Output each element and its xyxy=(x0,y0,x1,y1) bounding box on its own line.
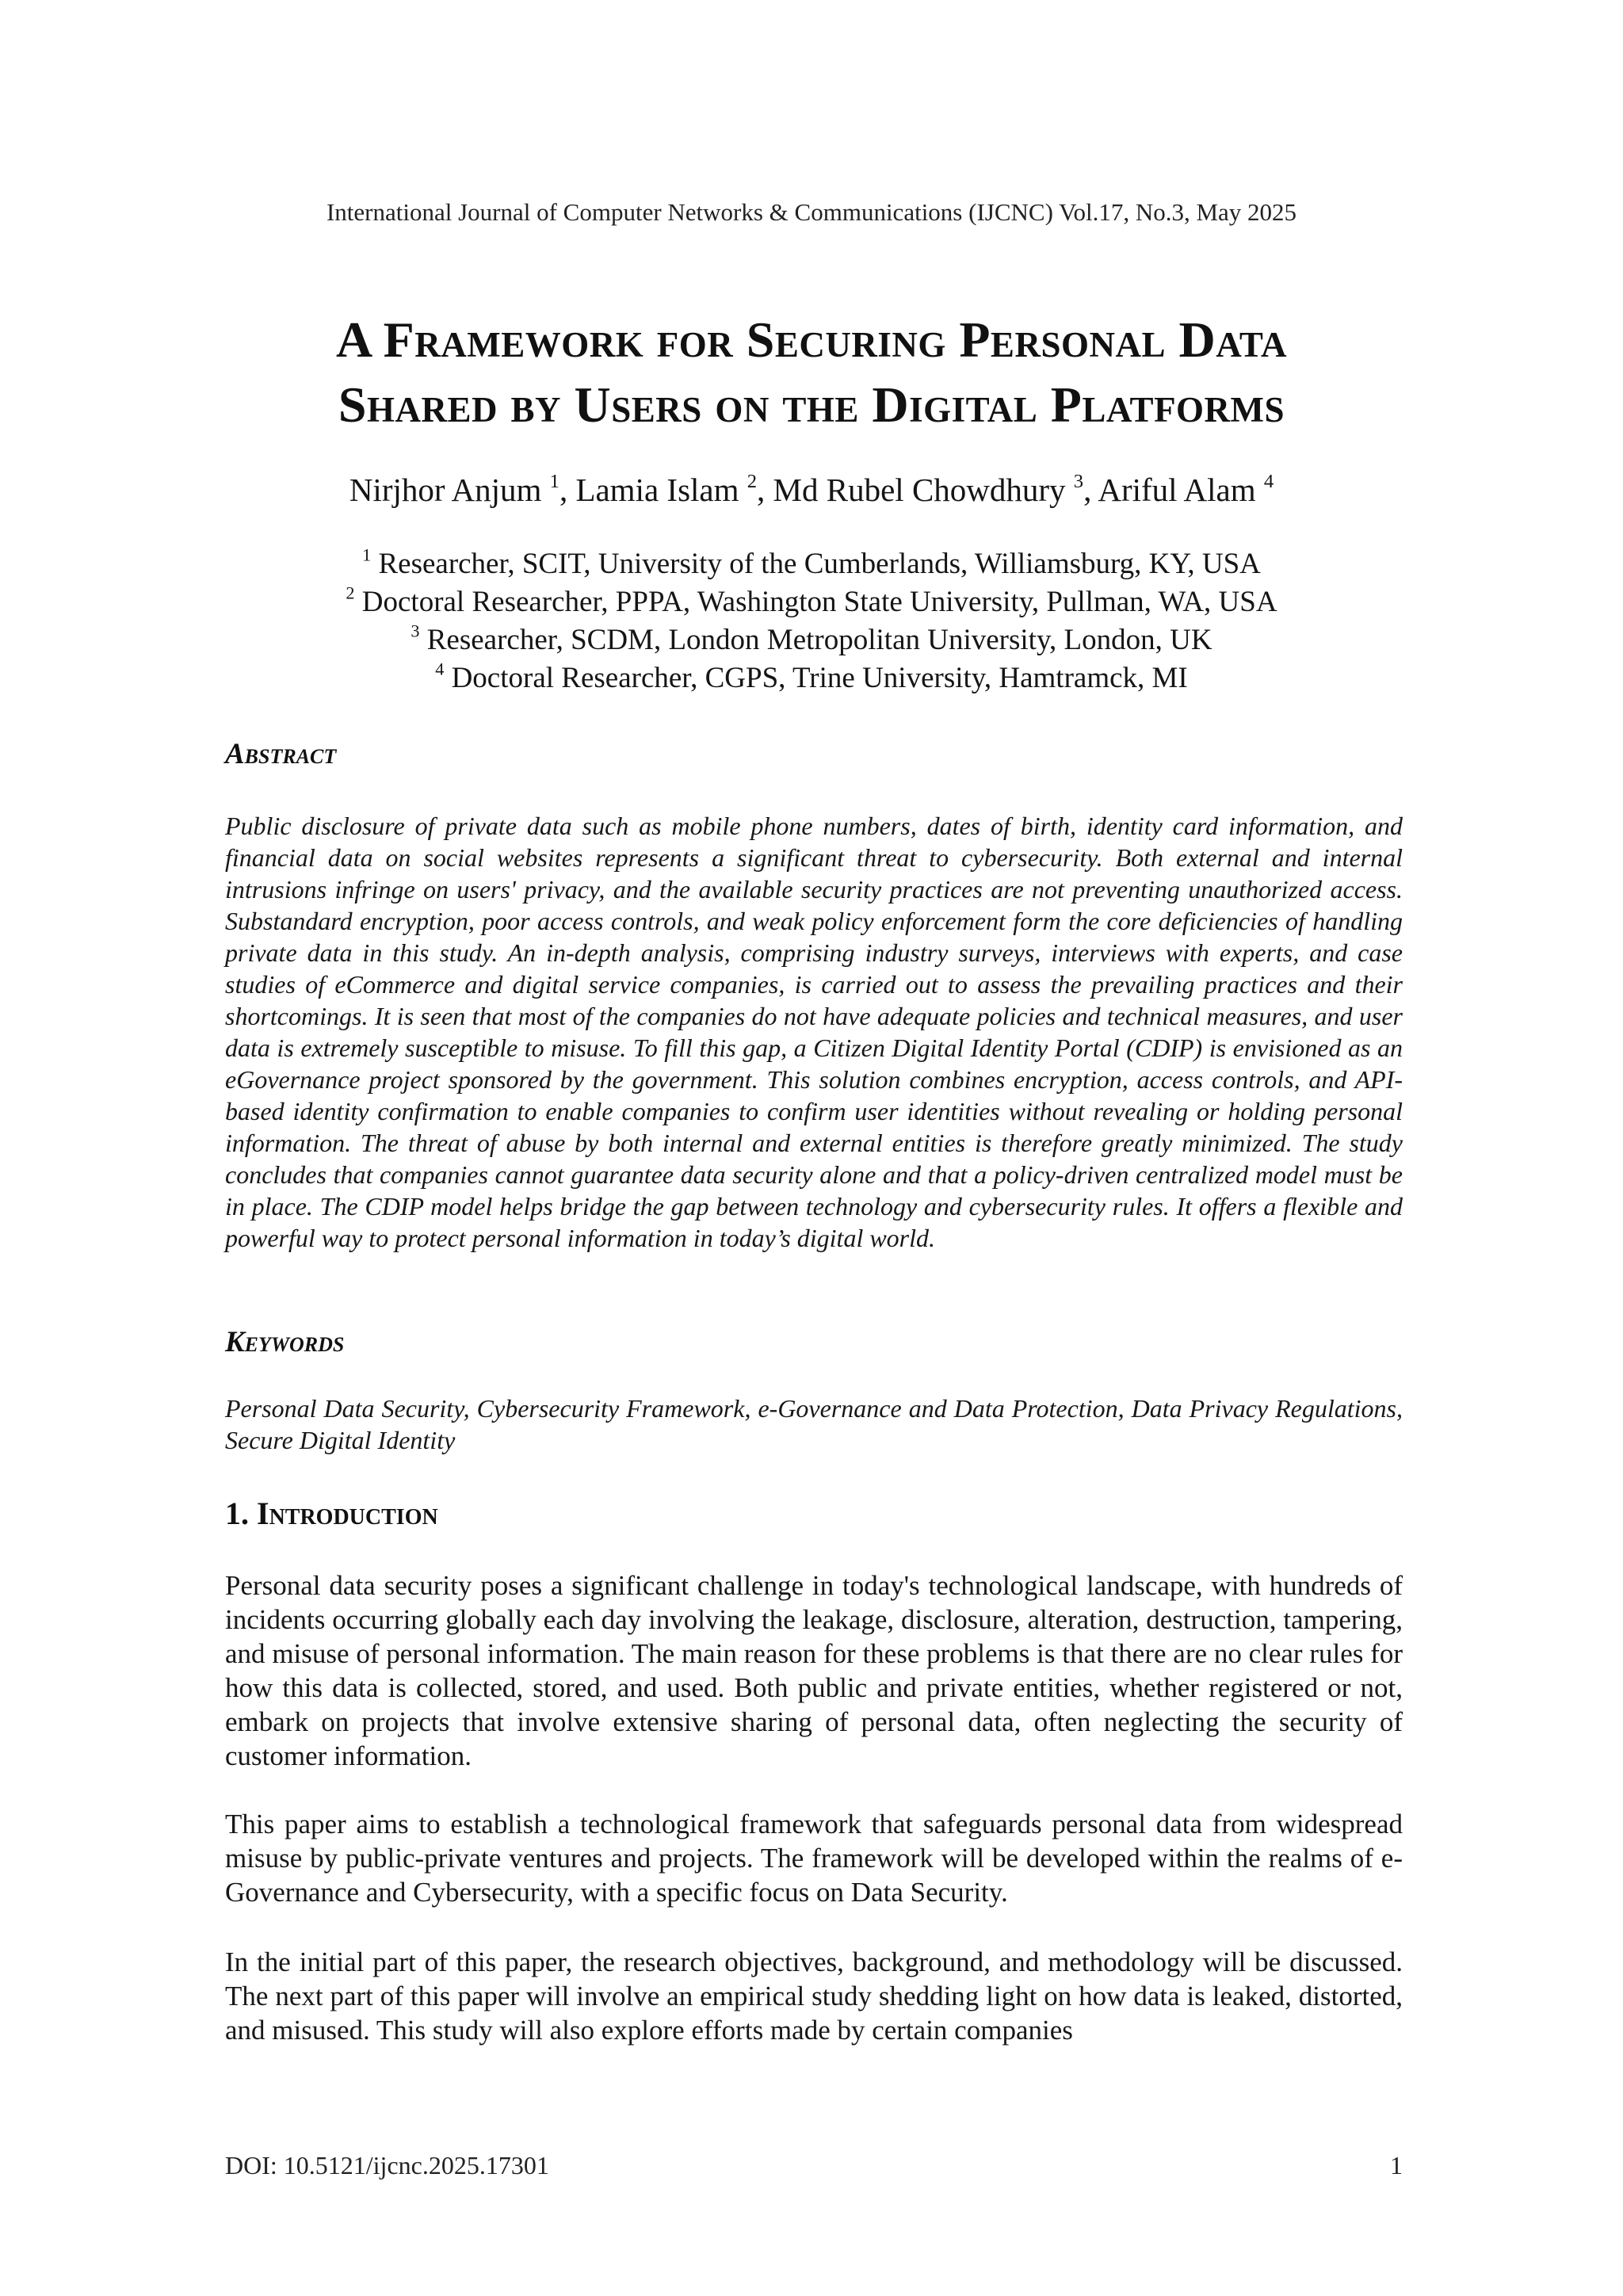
affiliation-line xyxy=(0,659,1623,697)
running-header: International Journal of Computer Networks & Communications (IJCNC) Vol.17, No.3, May 2025 xyxy=(326,198,1297,226)
author-list xyxy=(0,469,1623,510)
page-number: 1 xyxy=(1390,2151,1403,2179)
affiliation-list xyxy=(0,545,1623,697)
author-separator: , xyxy=(1083,472,1098,508)
author-separator: , xyxy=(559,472,576,508)
affiliation-line xyxy=(0,583,1623,621)
author-affiliation-marker: 3 xyxy=(1073,470,1084,492)
author-separator: , xyxy=(757,472,773,508)
affiliation-text: Doctoral Researcher, CGPS, Trine University, Hamtramck, MI xyxy=(451,662,1188,694)
introduction-paragraph: Personal data security poses a significant challenge in today's technological landscape, with hundreds of incidents occurring globally each day involving the leakage, disclosure, alteration, destruction, tampering, and misuse of personal information. The main reason for these problems is that there are no clear rules for how this data is collected, stored, and used. Both public and private entities, whether registered or not, embark on projects that involve extensive sharing of personal data, often neglecting the security of customer information. xyxy=(225,1570,1403,1771)
author-affiliation-marker: 2 xyxy=(747,470,758,492)
affiliation-text: Doctoral Researcher, PPPA, Washington State University, Pullman, WA, USA xyxy=(361,586,1277,618)
affiliation-marker: 1 xyxy=(362,544,372,565)
author-name: Ariful Alam xyxy=(1098,472,1256,508)
author-name: Nirjhor Anjum xyxy=(349,472,542,508)
keywords-text: Personal Data Security, Cybersecurity Framework, e-Governance and Data Protection, Data Privacy Regulations, Secure Digital Identity xyxy=(225,1394,1403,1454)
author-affiliation-marker: 1 xyxy=(549,470,559,492)
keywords-heading: Keywords xyxy=(225,1326,345,1358)
affiliation-marker: 3 xyxy=(411,621,420,641)
introduction-heading: 1. Introduction xyxy=(225,1496,438,1531)
author-name: Md Rubel Chowdhury xyxy=(773,472,1066,508)
introduction-paragraph: This paper aims to establish a technological framework that safeguards personal data from widespread misuse by public-private ventures and projects. The framework will be developed within the realms of e-Governance and Cybersecurity, with a specific focus on Data Security. xyxy=(225,1809,1403,1908)
title-line-2: Shared by Users on the Digital Platforms xyxy=(338,376,1285,433)
author-name: Lamia Islam xyxy=(575,472,739,508)
affiliation-marker: 4 xyxy=(435,659,445,679)
affiliation-text: Researcher, SCDM, London Metropolitan University, London, UK xyxy=(426,624,1212,656)
author-affiliation-marker: 4 xyxy=(1263,470,1274,492)
title-line-1: A Framework for Securing Personal Data xyxy=(335,311,1288,368)
abstract-heading: Abstract xyxy=(225,738,337,770)
affiliation-line xyxy=(0,621,1623,659)
footer-doi: DOI: 10.5121/ijcnc.2025.17301 xyxy=(225,2151,549,2179)
introduction-paragraph: In the initial part of this paper, the research objectives, background, and methodology will be discussed. The next part of this paper will involve an empirical study shedding light on how data is leaked, distorted, and misused. This study will also explore efforts made by certain companies xyxy=(225,1946,1403,2046)
affiliation-marker: 2 xyxy=(346,583,355,603)
affiliation-text: Researcher, SCIT, University of the Cumberlands, Williamsburg, KY, USA xyxy=(378,548,1261,580)
abstract-text: Public disclosure of private data such as mobile phone numbers, dates of birth, identity card information, and financial data on social websites represents a significant threat to cybersecurity. Both external and internal intrusions infringe on users' privacy, and the available security practices are not preventing unauthorized access. Substandard encryption, poor access controls, and weak policy enforcement form the core deficiencies of handling private data in this study. An in-depth analysis, comprising industry surveys, interviews with experts, and case studies of eCommerce and digital service companies, is carried out to assess the prevailing practices and their shortcomings. It is seen that most of the companies do not have adequate policies and technical measures, and user data is extremely susceptible to misuse. To fill this gap, a Citizen Digital Identity Portal (CDIP) is envisioned as an eGovernance project sponsored by the government. This solution combines encryption, access controls, and API-based identity confirmation to enable companies to confirm user identities without revealing or holding personal information. The threat of abuse by both internal and external entities is therefore greatly minimized. The study concludes that companies cannot guarantee data security alone and that a policy-driven centralized model must be in place. The CDIP model helps bridge the gap between technology and cybersecurity rules. It offers a flexible and powerful way to protect personal information in today’s digital world. xyxy=(225,812,1403,1252)
paper-title xyxy=(119,308,1504,437)
affiliation-line xyxy=(0,545,1623,583)
